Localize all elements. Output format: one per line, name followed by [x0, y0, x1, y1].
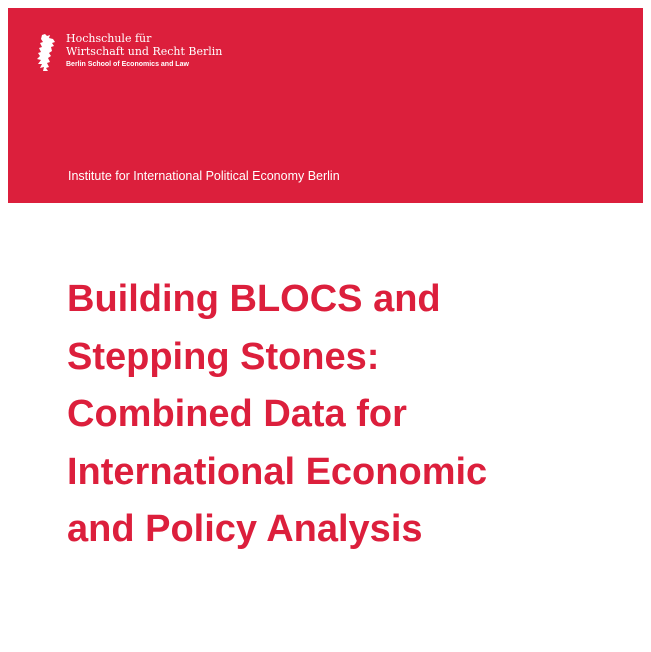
title-line-3: Combined Data for	[67, 393, 407, 435]
title-line-4: International Economic	[67, 450, 488, 493]
header-banner	[8, 8, 643, 203]
title-line-2: Stepping Stones:	[67, 335, 380, 378]
institute-name: Institute for International Political Economy Berlin	[68, 169, 340, 183]
school-name-english: Berlin School of Economics and Law	[66, 61, 189, 68]
document-title	[67, 271, 627, 559]
berlin-bear-icon	[36, 34, 56, 72]
school-name-block	[66, 32, 222, 70]
title-line-5: and Policy Analysis	[67, 508, 423, 550]
school-name-line1: Hochschule für	[66, 32, 152, 45]
title-line-1: Building BLOCS and	[67, 278, 441, 320]
school-name-line2: Wirtschaft und Recht Berlin	[66, 45, 223, 58]
